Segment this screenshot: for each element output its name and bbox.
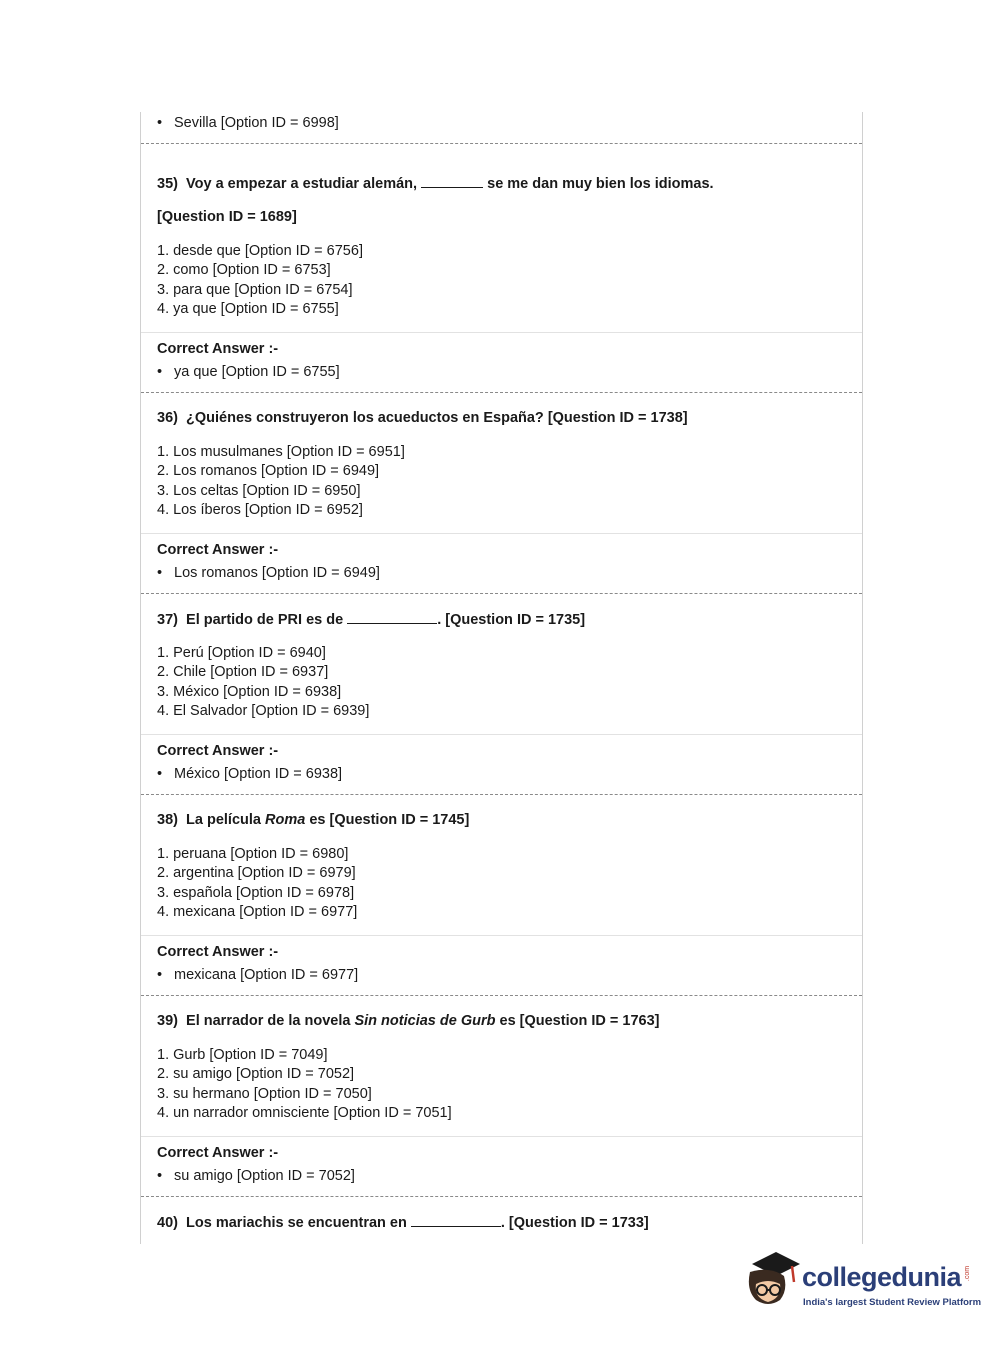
correct-answer-label: Correct Answer :- xyxy=(157,341,279,357)
option: 1. Los musulmanes [Option ID = 6951] xyxy=(157,444,405,460)
correct-answer-label: Correct Answer :- xyxy=(157,743,279,759)
question-35: 35) Voy a empezar a estudiar alemán, se me dan muy bien los idiomas. xyxy=(157,176,714,192)
mascot-icon xyxy=(742,1250,800,1310)
logo-name: collegedunia xyxy=(802,1262,962,1292)
question-36: 36) ¿Quiénes construyeron los acueductos en España? [Question ID = 1738] xyxy=(157,410,688,426)
correct-answer-label: Correct Answer :- xyxy=(157,1145,279,1161)
correct-answer-label: Correct Answer :- xyxy=(157,944,279,960)
question-35-id: [Question ID = 1689] xyxy=(157,209,297,225)
correct-answer: • su amigo [Option ID = 7052] xyxy=(157,1168,355,1184)
divider xyxy=(141,794,862,795)
option: 2. como [Option ID = 6753] xyxy=(157,262,331,278)
option: 4. un narrador omnisciente [Option ID = 7051] xyxy=(157,1105,452,1121)
previous-answer: • Sevilla [Option ID = 6998] xyxy=(157,115,339,131)
correct-answer: • mexicana [Option ID = 6977] xyxy=(157,967,359,983)
option: 2. argentina [Option ID = 6979] xyxy=(157,865,356,881)
logo-tagline: India's largest Student Review Platform xyxy=(803,1297,982,1308)
question-38: 38) La película Roma es [Question ID = 1745] xyxy=(157,812,470,828)
correct-answer: • ya que [Option ID = 6755] xyxy=(157,364,340,380)
divider xyxy=(141,533,862,534)
option: 1. peruana [Option ID = 6980] xyxy=(157,846,349,862)
divider xyxy=(141,1136,862,1137)
option: 3. México [Option ID = 6938] xyxy=(157,684,342,700)
option: 1. desde que [Option ID = 6756] xyxy=(157,243,363,259)
question-39: 39) El narrador de la novela Sin noticias de Gurb es [Question ID = 1763] xyxy=(157,1013,660,1029)
collegedunia-logo xyxy=(742,1248,982,1318)
option: 4. ya que [Option ID = 6755] xyxy=(157,301,339,317)
option: 4. Los íberos [Option ID = 6952] xyxy=(157,502,363,518)
divider xyxy=(141,1196,862,1197)
correct-answer: • Los romanos [Option ID = 6949] xyxy=(157,565,380,581)
divider xyxy=(141,734,862,735)
option: 1. Gurb [Option ID = 7049] xyxy=(157,1047,328,1063)
divider xyxy=(141,995,862,996)
option: 4. El Salvador [Option ID = 6939] xyxy=(157,703,370,719)
divider xyxy=(141,332,862,333)
option: 2. Chile [Option ID = 6937] xyxy=(157,664,329,680)
option: 3. para que [Option ID = 6754] xyxy=(157,282,353,298)
divider xyxy=(141,392,862,393)
divider xyxy=(141,143,862,144)
option: 1. Perú [Option ID = 6940] xyxy=(157,645,326,661)
divider xyxy=(141,593,862,594)
option: 2. su amigo [Option ID = 7052] xyxy=(157,1066,355,1082)
option: 2. Los romanos [Option ID = 6949] xyxy=(157,463,380,479)
correct-answer-label: Correct Answer :- xyxy=(157,542,279,558)
question-40: 40) Los mariachis se encuentran en . [Question ID = 1733] xyxy=(157,1215,649,1231)
question-37: 37) El partido de PRI es de . [Question ID = 1735] xyxy=(157,612,586,628)
logo-suffix: .com xyxy=(964,1265,972,1282)
exam-sheet xyxy=(140,112,863,1244)
divider xyxy=(141,935,862,936)
option: 3. española [Option ID = 6978] xyxy=(157,885,355,901)
option: 4. mexicana [Option ID = 6977] xyxy=(157,904,358,920)
option: 3. su hermano [Option ID = 7050] xyxy=(157,1086,372,1102)
option: 3. Los celtas [Option ID = 6950] xyxy=(157,483,361,499)
correct-answer: • México [Option ID = 6938] xyxy=(157,766,343,782)
